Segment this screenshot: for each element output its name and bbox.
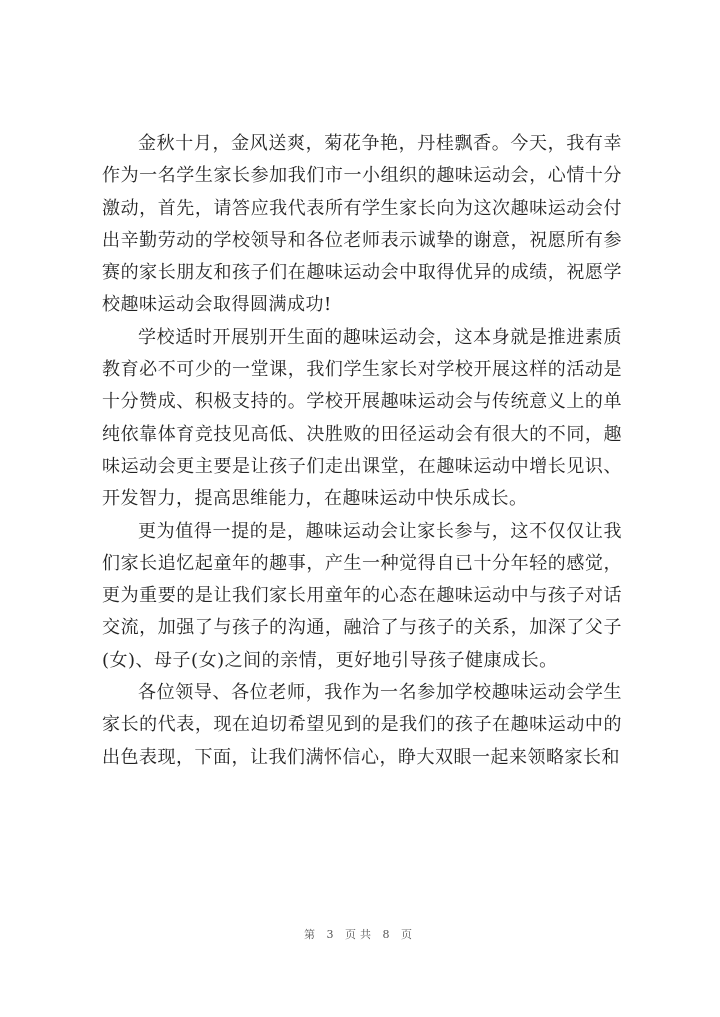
paragraph-3: 更为值得一提的是，趣味运动会让家长参与，这不仅仅让我们家长追忆起童年的趣事，产生一种觉得自已十分年轻的感觉，更为重要的是让我们家长用童年的心态在趣味运动中与孩子对话交流，加强了与孩子的沟通，融洽了与孩子的关系，加深了父子(女)、母子(女)之间的亲情，更好地引导孩子健康成长。: [102, 520, 622, 671]
paragraph-1: 金秋十月，金风送爽，菊花争艳，丹桂飘香。今天，我有幸作为一名学生家长参加我们市一小组织的趣味运动会，心情十分激动，首先，请答应我代表所有学生家长向为这次趣味运动会付出辛勤劳动的学校领导和各位老师表示诚挚的谢意，祝愿所有参赛的家长朋友和孩子们在趣味运动会中取得优异的成绩，祝愿学校趣味运动会取得圆满成功!: [102, 133, 622, 316]
page-number-footer: 第 3 页共 8 页: [304, 928, 416, 941]
paragraph-4: 各位领导、各位老师，我作为一名参加学校趣味运动会学生家长的代表，现在迫切希望见到的是我们的孩子在趣味运动中的出色表现，下面，让我们满怀信心，睁大双眼一起来领略家长和: [102, 682, 622, 768]
document-body: [102, 128, 622, 774]
paragraph-2: 学校适时开展别开生面的趣味运动会，这本身就是推进素质教育必不可少的一堂课，我们学生家长对学校开展这样的活动是十分赞成、积极支持的。学校开展趣味运动会与传统意义上的单纯依靠体育竞技见高低、决胜败的田径运动会有很大的不同，趣味运动会更主要是让孩子们走出课堂，在趣味运动中增长见识、开发智力，提高思维能力，在趣味运动中快乐成长。: [102, 326, 622, 510]
